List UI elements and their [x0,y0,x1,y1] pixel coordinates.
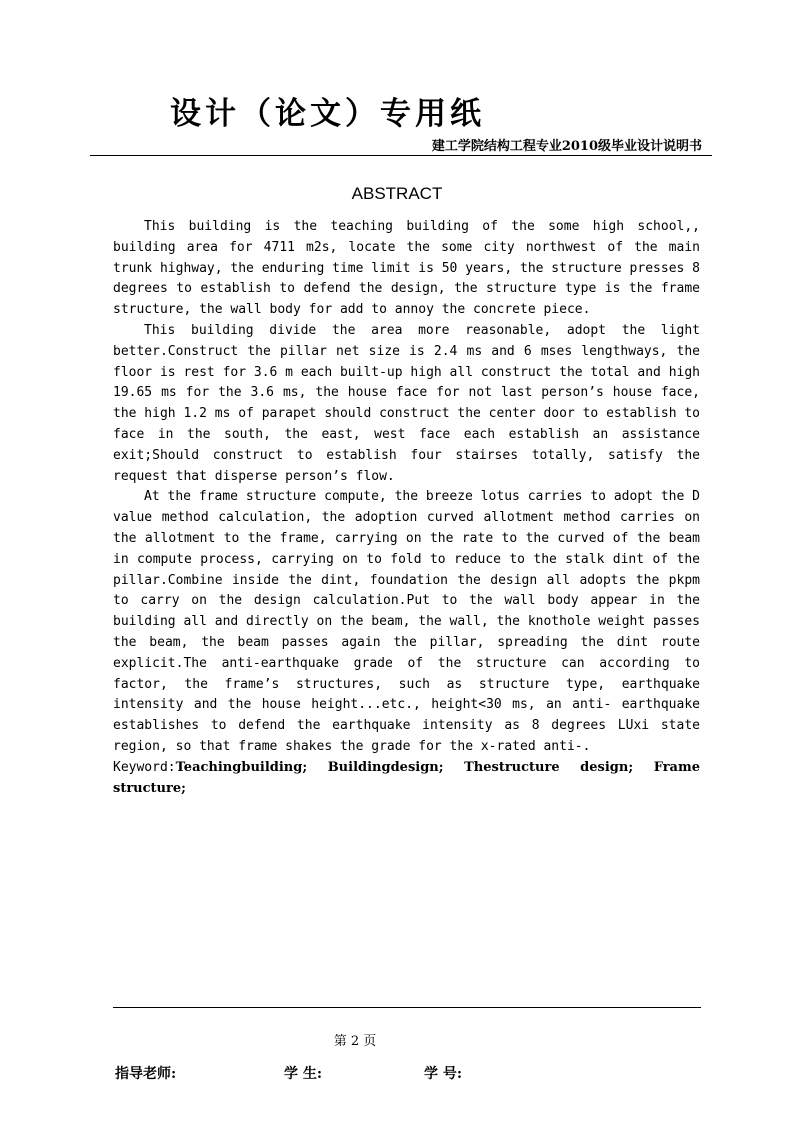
footer-divider [113,1007,701,1008]
keyword-list: Teachingbuilding; Buildingdesign; Thestructure design; Frame structure; [113,759,700,796]
page-number: 第 2 页 [333,1034,377,1049]
abstract-body [113,217,700,799]
keyword-line [113,758,700,800]
abstract-title: ABSTRACT [351,184,443,203]
keyword-label: Keyword: [113,759,176,775]
student-label: 学 生: [284,1066,323,1082]
page-header-subtitle: 建工学院结构工程专业2010级毕业设计说明书 [431,139,702,154]
student-id-label: 学 号: [424,1066,463,1082]
header-divider [90,155,712,156]
page-header-title: 设计（论文）专用纸 [170,96,485,132]
abstract-paragraph: This building is the teaching building of the some high school,, building area for 4711 m2s, locate the some city northwest of the main trunk highway, the enduring time limit is 50 years, the structure presses 8 degrees to establish to defend the design, the structure type is the frame structure, the wall body for add to annoy the concrete piece. [113,219,700,318]
abstract-paragraph: At the frame structure compute, the breeze lotus carries to adopt the D value method calculation, the adoption curved allotment method carries on the allotment to the frame, carrying on the rate to the curved of the beam in compute process, carrying on to fold to reduce to the stalk dint of the pillar.Combine inside the dint, foundation the design all adopts the pkpm to carry on the design calculation.Put to the wall body appear in the building all and directly on the beam, the wall, the knothole weight passes the beam, the beam passes again the pillar, spreading the dint route explicit.The anti-earthquake grade of the structure can according to factor, the frame’s structures, such as structure type, earthquake intensity and the house height...etc., height<30 ms, an anti- earthquake establishes to defend the earthquake intensity as 8 degrees LUxi state region, so that frame shakes the grade for the x-rated anti-. [113,489,700,754]
advisor-label: 指导老师: [115,1066,177,1082]
abstract-paragraph: This building divide the area more reasonable, adopt the light better.Construct the pillar net size is 2.4 ms and 6 mses lengthways, the floor is rest for 3.6 m each built-up high all construct the total and high 19.65 ms for the 3.6 ms, the house face for not last person’s house face, the high 1.2 ms of parapet should construct the center door to establish to face in the south, the east, west face each establish an assistance exit;Should construct to establish four stairses totally, satisfy the request that disperse person’s flow. [113,322,700,484]
